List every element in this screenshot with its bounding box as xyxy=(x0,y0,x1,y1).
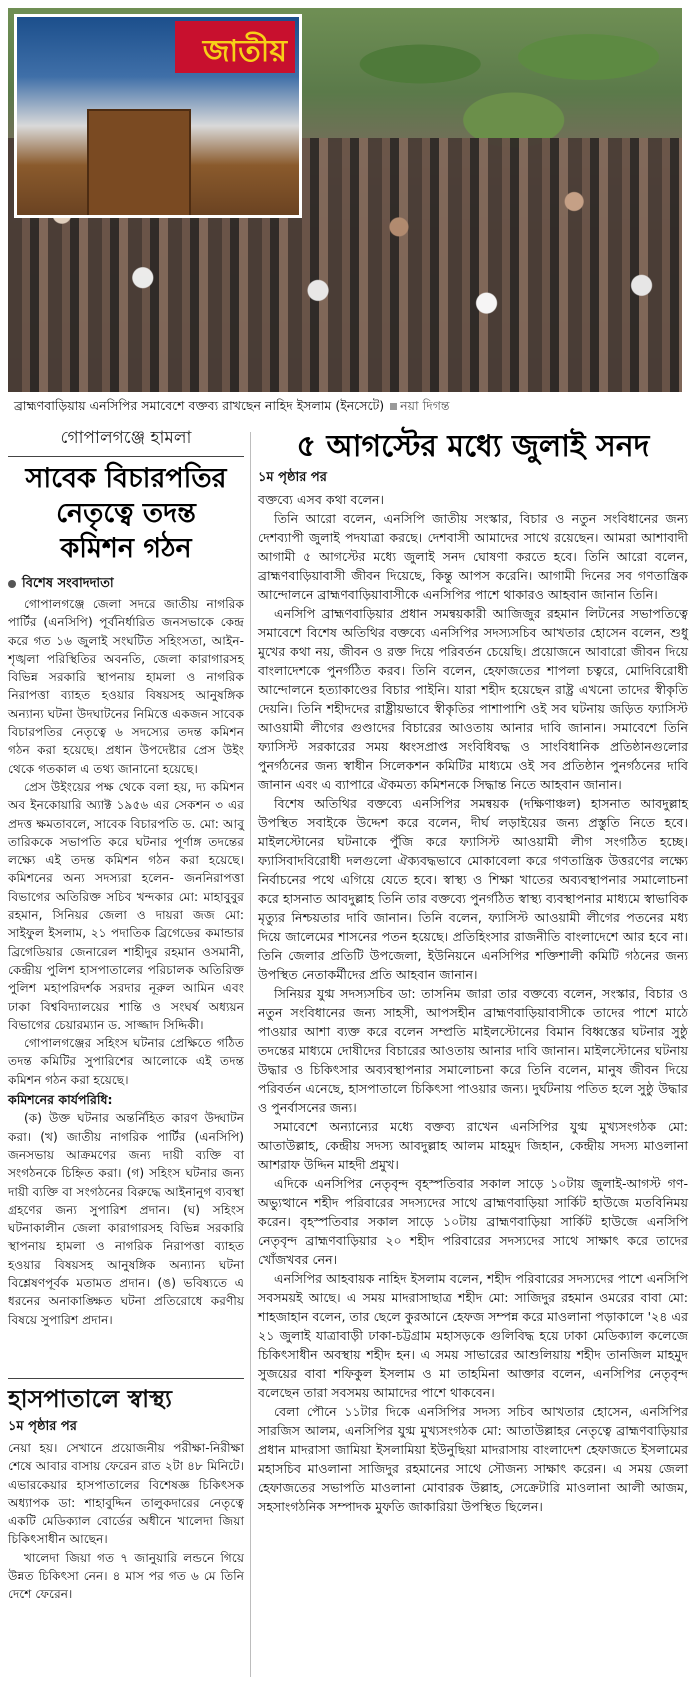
main-article xyxy=(258,428,688,1516)
paragraph: তিনি আরো বলেন, এনসিপি জাতীয় সংস্কার, বিচার ও নতুন সংবিধানের জন্য দেশব্যাপী জুলাই পদযাত্রা করছে। দেশবাসী আমাদের সাথে রয়েছেন। আমরা আশাবাদী আগামী ৫ আগস্টের মধ্যে জুলাই সনদ ঘোষণা করতে হবে। তিনি আরো বলেন, ব্রাহ্মণবাড়িয়াবাসী জীবন দিয়েছে, কিন্তু আপস করেনি। আগামী দিনের সব গণতান্ত্রিক আন্দোলনে ব্রাহ্মণবাড়িয়াবাসীকে এনসিপির পাশে থাকারও আহবান জানান তিনি। xyxy=(258,511,688,602)
paragraph: (ক) উক্ত ঘটনার অন্তর্নিহিত কারণ উদ্ঘাটন করা। (খ) জাতীয় নাগরিক পার্টির (এনসিপি) জনসভায় আক্রমণের জন্য দায়ী ব্যক্তি বা সংগঠনকে চিহ্নিত করা। (গ) সহিংস ঘটনার জন্য দায়ী ব্যক্তি বা সংগঠনের বিরুদ্ধে আইনানুগ ব্যবস্থা গ্রহণের জন্য সুপারিশ প্রদান। (ঘ) সহিংস ঘটনাকালীন জেলা কারাগারসহ বিভিন্ন সরকারি স্থাপনায় হামলা ও নাগরিক নিরাপত্তা ব্যাহত হওয়ার বিষয়সহ আনুষঙ্গিক অন্যান্য ঘটনা বিশ্লেষণপূর্বক মতামত প্রদান। (ঙ) ভবিষ্যতে এ ধরনের অনাকাঙ্ক্ষিত ঘটনা প্রতিরোধে করণীয় বিষয়ে সুপারিশ প্রদান। xyxy=(8,1111,244,1327)
hospital-article xyxy=(8,1378,244,1604)
paragraph: এদিকে এনসিপির নেতৃবৃন্দ বৃহস্পতিবার সকাল সাড়ে ১০টায় জুলাই-আগস্ট গণ-অভ্যুত্থানে শহীদ পরিবারের সদস্যদের সাথে ব্রাহ্মণবাড়িয়া সার্কিট হাউজে মতবিনিময় করেন। বৃহস্পতিবার সকাল সাড়ে ১০টায় ব্রাহ্মণবাড়িয়া সার্কিট হাউজে এনসিপি নেতৃবৃন্দ ব্রাহ্মণবাড়িয়ার ২০ শহীদ পরিবারের সদস্যদের সাথে সাক্ষাৎ করে তাদের খোঁজখবর নেন। xyxy=(258,1176,688,1267)
paragraph: সমাবেশে অন্যান্যের মধ্যে বক্তব্য রাখেন এনসিপির যুগ্ম মুখ্যসংগঠক মো: আতাউল্লাহ, কেন্দ্রীয় সদস্য আবদুল্লাহ আলম মাহমুদ জিহান, কেন্দ্রীয় সদস্য মাওলানা আশরাফ উদ্দিন মাহদী প্রমুখ। xyxy=(258,1119,688,1172)
trees-background xyxy=(308,8,682,148)
byline xyxy=(8,574,244,595)
podium xyxy=(87,109,191,218)
article-body xyxy=(8,595,244,1329)
rally-photo xyxy=(8,8,682,392)
paragraph: এনসিপি ব্রাহ্মণবাড়িয়ার প্রধান সমন্বয়কারী আজিজুর রহমান লিটনের সভাপতিত্বে সমাবেশে বিশেষ অতিথির বক্তব্যে এনসিপির সদস্যসচিব আখতার হোসেন বলেন, শুধু মুখের কথা নয়, জীবন ও রক্ত দিয়ে পরিবর্তন চেয়েছি। প্রয়োজনে আবারো জীবন দিয়ে বাংলাদেশকে পুনর্গঠিত করব। তিনি বলেন, হেফাজতের শাপলা চত্বরে, মোদিবিরোধী আন্দোলনে হত্যাকাণ্ডের বিচার পাইনি। যারা শহীদ হয়েছেন রাষ্ট্র এখনো তাদের স্বীকৃতি দেয়নি। তিনি শহীদদের রাষ্ট্রীয়ভাবে স্বীকৃতির পাশাপাশি ওই সব ঘটনায় জড়িত ফ্যাসিস্ট আওয়ামী লীগের গুণ্ডাদের বিচারের আওতায় আনার দাবি জানান। সমাবেশে তিনি ফ্যাসিস্ট সরকারের সময় ধ্বংসপ্রাপ্ত সংবিধিবদ্ধ ও সাংবিধানিক প্রতিষ্ঠানগুলোর পুনর্গঠনের জন্য স্বাধীন সিলেকশন কমিটির মাধ্যমে ওই সব প্রতিষ্ঠান পুনর্গঠনের দাবি জানান এবং এ ব্যাপারে ঐকমত্য কমিশনকে সিদ্ধান্ত নিতে আহবান জানান। xyxy=(258,606,688,792)
stage-banner-text: জাতীয় xyxy=(202,34,287,69)
paragraph: নেয়া হয়। সেখানে প্রয়োজনীয় পরীক্ষা-নিরীক্ষা শেষে আবার বাসায় ফেরেন রাত ২টা ৪৮ মিনিটে। এভারকেয়ার হাসপাতালের বিশেষজ্ঞ চিকিৎসক অধ্যাপক ডা: শাহাবুদ্দিন তালুকদারের নেতৃত্বে একটি মেডিক্যাল বোর্ডের অধীনে খালেদা জিয়া চিকিৎসাধীন আছেন। xyxy=(8,1441,244,1547)
caption-text: ব্রাহ্মণবাড়িয়ায় এনসিপির সমাবেশে বক্তব্য রাখছেন নাহিদ ইসলাম (ইনসেটে) xyxy=(14,398,385,413)
paragraph: গোপালগঞ্জের সহিংস ঘটনার প্রেক্ষিতে গঠিত তদন্ত কমিটির সুপারিশের আলোকে এই তদন্ত কমিশন গঠন করা হয়েছে। xyxy=(8,1036,244,1087)
column-divider xyxy=(250,432,251,1677)
left-article xyxy=(8,425,244,1329)
continued-label: ১ম পৃষ্ঠার পর xyxy=(8,1419,77,1434)
paragraph: বিশেষ অতিথির বক্তব্যে এনসিপির সমন্বয়ক (দক্ষিণাঞ্চল) হাসনাত আবদুল্লাহ উপস্থিত সবাইকে উদ্দেশ করে বলেন, দীর্ঘ লড়াইয়ের জন্য প্রস্তুতি নিতে হবে। মাইলস্টোনের ঘটনাকে পুঁজি করে ফ্যাসিস্ট আওয়ামী লীগ সংগঠিত হচ্ছে। ফ্যাসিবাদবিরোধী দলগুলো ঐক্যবদ্ধভাবে মোকাবেলা করে গণতান্ত্রিক উত্তরণের লক্ষ্যে নির্বাচনের পথে এগিয়ে যেতে হবে। স্বাস্থ্য ও শিক্ষা খাতের অব্যবস্থাপনার সমালোচনা করে হাসনাত আবদুল্লাহ তিনি তার বক্তব্যে পুনর্গঠিত স্বাস্থ্য ব্যবস্থাপনার মাধ্যমে স্বাভাবিক মৃত্যুর নিশ্চয়তার দাবি জানান। তিনি বলেন, ফ্যাসিস্ট আওয়ামী লীগের পতনের মধ্য দিয়ে জালেমের শাসনের পতন হয়েছে। প্রতিহিংসার রাজনীতি বাংলাদেশে আর হবে না। তিনি জেলার প্রতিটি উপজেলা, ইউনিয়নে এনসিপির শক্তিশালী কমিটি গঠনের জন্য উপস্থিত নেতাকর্মীদের প্রতি আহবান জানান। xyxy=(258,796,688,982)
headline-line: সাবেক বিচারপতির xyxy=(25,463,227,494)
square-icon xyxy=(390,403,397,410)
main-headline: ৫ আগস্টের মধ্যে জুলাই সনদ xyxy=(296,429,650,464)
paragraph: খালেদা জিয়া গত ৭ জানুয়ারি লন্ডনে গিয়ে উন্নত চিকিৎসা নেন। ৪ মাস পর গত ৬ মে তিনি দেশে ফেরেন। xyxy=(8,1550,244,1602)
paragraph: প্রেস উইংয়ের পক্ষ থেকে বলা হয়, দ্য কমিশন অব ইনকোয়ারি অ্যাক্ট ১৯৫৬ এর সেকশন ৩ এর প্রদত্ত ক্ষমতাবলে, সাবেক বিচারপতি ড. মো: আবু তারিককে সভাপতি করে ঘটনার পূর্ণাঙ্গ তদন্তের লক্ষ্যে এই তদন্ত কমিশন গঠন করা হয়েছে। কমিশনের অন্য সদস্যরা হলেন- জননিরাপত্তা বিভাগের অতিরিক্ত সচিব খন্দকার মো: মাহাবুবুর রহমান, সিনিয়র জেলা ও দায়রা জজ মো: সাইফুল ইসলাম, ২১ পদাতিক ব্রিগেডের কমান্ডার ব্রিগেডিয়ার জেনারেল শাহীদুর রহমান ওসমানী, কেন্দ্রীয় পুলিশ হাসপাতালের পরিচালক অতিরিক্ত পুলিশ মহাপরিদর্শক সরদার নূরুল আমিন এবং ঢাকা বিশ্ববিদ্যালয়ের শান্তি ও সংঘর্ষ অধ্যয়ন বিভাগের চেয়ারম্যান ড. সাজ্জাদ সিদ্দিকী। xyxy=(8,779,244,1032)
headline-line: নেতৃত্বে তদন্ত xyxy=(56,498,196,529)
paragraph: গোপালগঞ্জে জেলা সদরে জাতীয় নাগরিক পার্টির (এনসিপি) পূর্বনির্ধারিত জনসভাকে কেন্দ্র করে গত ১৬ জুলাই সংঘটিত সহিংসতা, আইন-শৃঙ্খলা পরিস্থিতির অবনতি, জেলা কারাগারসহ বিভিন্ন সরকারি স্থাপনায় হামলা ও নাগরিক নিরাপত্তা ব্যাহত হওয়ার বিষয়সহ আনুষঙ্গিক অন্যান্য ঘটনা উদঘাটনের নিমিত্তে একজন সাবেক বিচারপতির নেতৃত্বে ৬ সদস্যের তদন্ত কমিশন গঠন করা হয়েছে। প্রধান উপদেষ্টার প্রেস উইং থেকে গতকাল এ তথ্য জানানো হয়েছে। xyxy=(8,597,244,776)
continued-label: ১ম পৃষ্ঠার পর xyxy=(258,470,327,485)
article-headline: হাসপাতালে স্বাস্থ্য xyxy=(8,1378,244,1415)
article-body xyxy=(258,490,688,1516)
byline-text: বিশেষ সংবাদদাতা xyxy=(22,576,114,591)
article-body xyxy=(8,1439,244,1604)
article-headline xyxy=(8,461,244,566)
bullet-icon xyxy=(8,580,16,588)
subheading: কমিশনের কার্যপরিধি: xyxy=(8,1092,113,1108)
article-kicker: গোপালগঞ্জে হামলা xyxy=(8,425,244,457)
paragraph: বক্তব্যে এসব কথা বলেন। xyxy=(258,492,384,507)
inset-photo xyxy=(14,14,302,218)
paragraph: বেলা পৌনে ১১টার দিকে এনসিপির সদস্য সচিব আখতার হোসেন, এনসিপির সারজিস আলম, এনসিপির যুগ্ম মুখ্যসংগঠক মো: আতাউল্লাহর নেতৃত্বে ব্রাহ্মণবাড়িয়ার প্রধান মাদরাসা জামিয়া ইসলামিয়া ইউনুছিয়া মাদরাসায় বাংলাদেশ হেফাজতে ইসলামের মহাসচিব মাওলানা সাজিদুর রহমানের সাথে সৌজন্য সাক্ষাৎ করেন। এ সময় জেলা হেফাজতের সভাপতি মাওলানা মোবারক উল্লাহ, সেক্রেটারি মাওলানা আলী আজম, সহসাংগঠনিক সম্পাদক মুফতি জাকারিয়া উপস্থিত ছিলেন। xyxy=(258,1404,688,1514)
paragraph: সিনিয়র যুগ্ম সদস্যসচিব ডা: তাসনিম জারা তার বক্তব্যে বলেন, সংস্কার, বিচার ও নতুন সংবিধানের জন্য সাহসী, আপসহীন ব্রাহ্মণবাড়িয়াবাসীকে তাদের পাশে মাঠে পাওয়ার আশা ব্যক্ত করে বলেন সম্প্রতি মাইলস্টোনের বিমান বিধ্বস্তের ঘটনার সুষ্ঠু তদন্তের মাধ্যমে দোষীদের বিচারের আওতায় আনার দাবি জানান। মাইলস্টোনের ঘটনায় উদ্ধার ও চিকিৎসার অব্যবস্থাপনার সমালোচনা করে তিনি বলেন, মানুষ জীবন দিয়ে পরিবর্তন এনেছে, হাসপাতালে চিকিৎসা পাওয়ার জন্য। দুর্ঘটনায় পতিত হলে সুষ্ঠু উদ্ধার ও পুনর্বাসনের জন্য। xyxy=(258,986,688,1115)
headline-line: কমিশন গঠন xyxy=(60,533,192,564)
photo-credit: নয়া দিগন্ত xyxy=(400,398,450,413)
photo-caption xyxy=(14,397,684,415)
paragraph: এনসিপির আহবায়ক নাহিদ ইসলাম বলেন, শহীদ পরিবারের সদস্যদের পাশে এনসিপি সবসময়ই আছে। এ সময় মাদরাসাছাত্র শহীদ মো: সাজিদুর রহমান ওমরের বাবা মো: শাহজাহান বলেন, তার ছেলে কুরআনে হেফজ সম্পন্ন করে মাওলানা পড়াকালে '২৪ এর ২১ জুলাই যাত্রাবাড়ী ঢাকা-চট্টগ্রাম মহাসড়কে গুলিবিদ্ধ হয়ে ঢাকা মেডিক্যাল কলেজে চিকিৎসাধীন অবস্থায় শহীদ হন। এ সময় সাভারের আশুলিয়ায় শহীদ তানজিল মাহমুদ সুজয়ের বাবা শফিকুল ইসলাম ও মা তাহমিনা আক্তার বলেন, এনসিপির নেতৃবৃন্দ বলেছেন তারা সবসময় আমাদের পাশে থাকবেন। xyxy=(258,1271,688,1400)
